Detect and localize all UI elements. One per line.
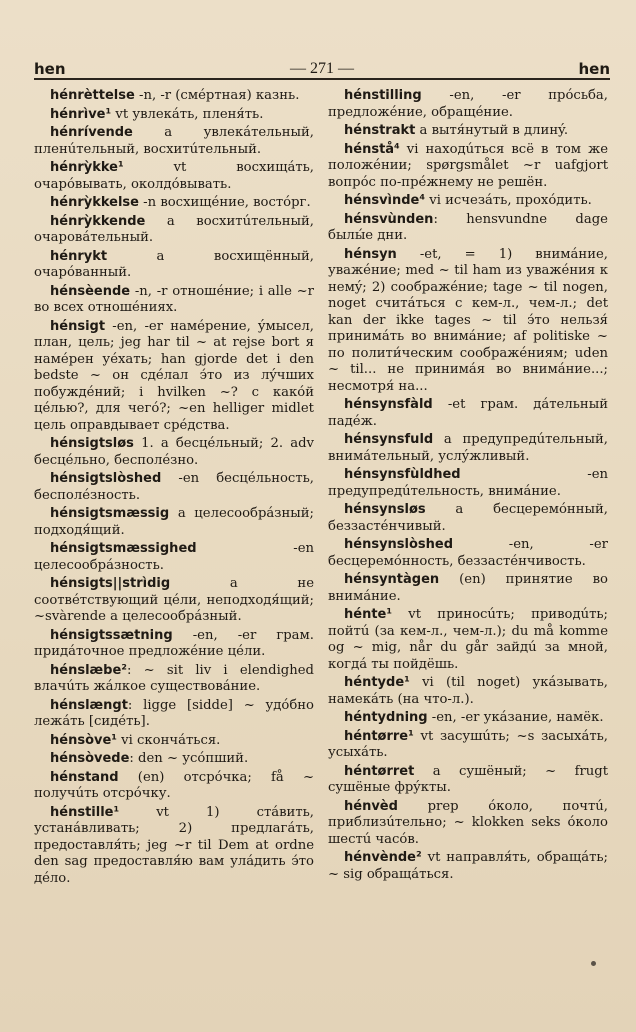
right-column: [328, 88, 608, 889]
entry-headword: hénsynsfàld: [344, 397, 433, 412]
entry-definition: vi находúться всё в том же положéнии; spørgsmålet ~r uafgjort вопрóс по-прéжнему не решён.: [328, 141, 608, 190]
entry-definition: -et грам. дáтельный падéж.: [328, 397, 608, 429]
dictionary-entry: [328, 607, 608, 673]
entry-headword: hénsvùnden: [344, 211, 434, 227]
entry-headword: hénsyntàgen: [344, 572, 440, 587]
dictionary-entry: [34, 698, 314, 731]
dictionary-entry: [328, 572, 608, 605]
entry-headword: hénstand: [50, 769, 119, 785]
dictionary-entry: [34, 506, 314, 539]
entry-definition: prep óколо, почтú, приблизúтельно; ~ klokken seks óколо шестú часóв.: [328, 798, 608, 847]
entry-definition: a не соотвéтствующий цéли, неподходя́щий; ~svàrende a целесообрáзный.: [34, 576, 314, 624]
entry-definition: (en) принятие во внимáние.: [328, 572, 608, 604]
entry-definition: a целесообрáзный; подходя́щий.: [34, 506, 314, 538]
entry-headword: hénsigts||strìdig: [50, 576, 171, 591]
dictionary-entry: [34, 805, 314, 888]
dictionary-entry: [34, 249, 314, 282]
entry-definition: -n, -r (смéртная) казнь.: [134, 88, 300, 103]
dictionary-entry: [34, 284, 314, 317]
entry-headword: hénsigtsmæssighed: [50, 541, 197, 556]
entry-headword: hénslæbe²: [50, 662, 127, 678]
dictionary-entry: [34, 663, 314, 696]
entry-headword: hénrykt: [50, 248, 108, 264]
entry-headword: hénvènde²: [344, 850, 422, 865]
dictionary-entry: [328, 729, 608, 762]
dictionary-entry: [328, 432, 608, 465]
entry-definition: -en, -er грам. придáточное предложéние цéли.: [34, 627, 314, 659]
entry-headword: hénrỳkkelse: [50, 195, 139, 210]
entry-definition: a восхитúтельный, очаровáтельный.: [34, 213, 314, 245]
entry-definition: vt направля́ть, обращáть; ~ sig обращáться.: [328, 850, 608, 882]
header-left-word: hen: [34, 60, 66, 78]
entry-definition: : ~ sit liv i elendighed влачúть жáлкое существовáние.: [34, 662, 314, 694]
dictionary-entry: [328, 502, 608, 535]
dictionary-entry: [34, 541, 314, 574]
entry-definition: -en предупредúтельность, внимáние.: [328, 467, 608, 499]
entry-headword: hénstille¹: [50, 804, 120, 820]
entry-headword: hénsynslòshed: [344, 537, 454, 552]
entry-headword: hénstå⁴: [344, 141, 400, 157]
entry-definition: a сушёный; ~ frugt сушёные фрýкты.: [328, 763, 608, 795]
dictionary-entry: [34, 628, 314, 661]
header-right-word: hen: [578, 60, 610, 78]
entry-definition: vt 1) стáвить, устанáвливать; 2) предлагáть, предоставля́ть; jeg ~r til Dem at ordne den sag предоставля́ю вам улáдить э́то дéло.: [34, 804, 314, 886]
entry-definition: vt приносúть; приводúть; пойтú (за кем-л., чем-л.); du må komme og ~ mig, når du går зайдú за мной, когдá ты пойдёшь.: [328, 607, 608, 672]
entry-headword: hénrỳkkende: [50, 213, 146, 229]
running-header: [34, 52, 610, 80]
entry-headword: héntydning: [344, 710, 428, 725]
entry-definition: -et, = 1) внимáние, уважéние; med ~ til ham из уважéния к немý; 2) соображéние; tage ~ til nogen, noget считáться с кем-л., чем-л.; det kan der ikke tages ~ til э́то нельзя́ принимáть во внимáние; af politiske ~ по полити́ческим соображéниям; uden ~ til... не принимáя во внимáние...; несмотря́ на...: [328, 246, 608, 394]
entry-headword: hénsvìnde⁴: [344, 193, 426, 208]
entry-definition: -n восхищéние, востóрг.: [138, 195, 311, 210]
entry-headword: hénsòve¹: [50, 732, 117, 748]
dictionary-entry: [34, 471, 314, 504]
left-column: [34, 88, 314, 889]
dictionary-entry: [328, 467, 608, 500]
dictionary-entry: [328, 123, 608, 140]
entry-definition: -en целесообрáзность.: [34, 541, 314, 573]
dictionary-entry: [328, 397, 608, 430]
dictionary-entry: [34, 160, 314, 193]
entry-headword: hénsigtslòshed: [50, 471, 162, 486]
entry-headword: héntørre¹: [344, 728, 414, 744]
entry-headword: hénrỳkke¹: [50, 160, 124, 175]
entry-definition: vi (til noget) укáзывать, намекáть (на что-л.).: [328, 675, 608, 707]
dictionary-entry: [328, 537, 608, 570]
dictionary-entry: [34, 576, 314, 626]
dictionary-entry: [34, 733, 314, 750]
entry-definition: 1. a бесцéльный; 2. adv бесцéльно, бесполéзно.: [34, 436, 314, 468]
entry-headword: héntørret: [344, 763, 415, 779]
entry-headword: hénte¹: [344, 607, 393, 622]
entry-headword: hénvèd: [344, 798, 398, 814]
entry-definition: : den ~ усóпший.: [129, 751, 249, 766]
entry-headword: hénsigtssætning: [50, 627, 173, 643]
entry-headword: hénsigtsløs: [50, 436, 134, 451]
entry-headword: hénstilling: [344, 88, 422, 103]
entry-headword: hénsòvede: [50, 751, 130, 766]
dictionary-entry: [328, 247, 608, 396]
dictionary-entry: [328, 193, 608, 210]
entry-definition: vi скончáться.: [116, 732, 221, 748]
entry-headword: hénsigtsmæssig: [50, 506, 170, 521]
dictionary-entry: [34, 751, 314, 768]
entry-headword: hénrívende: [50, 125, 133, 140]
entry-definition: (en) отсрóчка; få ~ получúть отсрóчку.: [34, 769, 314, 801]
entry-headword: hénsèende: [50, 283, 131, 299]
dictionary-entry: [328, 212, 608, 245]
entry-definition: a вытя́нутый в длинý.: [415, 123, 569, 138]
entry-headword: hénsigt: [50, 318, 106, 334]
dictionary-entry: [34, 319, 314, 435]
page-number: — 271 —: [290, 60, 354, 77]
dictionary-entry: [34, 436, 314, 469]
entry-headword: hénstrakt: [344, 123, 416, 138]
entry-definition: -en, -er бесцеремóнность, беззастéнчивость.: [328, 537, 608, 569]
entry-headword: héntyde¹: [344, 675, 410, 690]
entry-definition: -en, -er прóсьба, предложéние, обращéние.: [328, 88, 608, 120]
entry-definition: a увлекáтельный, пленúтельный, восхитúтельный.: [34, 125, 314, 157]
entry-definition: -en, -er укáзание, намёк.: [427, 710, 604, 725]
entry-headword: hénsyn: [344, 246, 397, 262]
entry-headword: hénsynsfùldhed: [344, 467, 461, 482]
entry-columns: [34, 88, 610, 889]
dictionary-entry: [328, 710, 608, 727]
entry-definition: vt засушúть; ~s засыхáть, усыхáть.: [328, 728, 608, 760]
dictionary-entry: [34, 107, 314, 124]
entry-definition: -en бесцéльность, бесполéзность.: [34, 471, 314, 503]
entry-definition: : ligge [sidde] ~ удóбно лежáть [сидéть].: [34, 697, 314, 729]
page-mark: [591, 961, 596, 966]
dictionary-entry: [34, 770, 314, 803]
entry-headword: hénrèttelse: [50, 88, 135, 103]
entry-headword: hénrìve¹: [50, 106, 112, 122]
dictionary-entry: [328, 88, 608, 121]
entry-definition: vt восхищáть, очарóвывать, околдóвывать.: [34, 160, 314, 192]
entry-definition: : hensvundne dage былы́е дни.: [328, 211, 608, 243]
entry-definition: a предупредúтельный, внимáтельный, услýжливый.: [328, 432, 608, 464]
entry-headword: hénsynsløs: [344, 502, 426, 517]
entry-headword: hénslængt: [50, 697, 128, 713]
dictionary-entry: [34, 88, 314, 105]
entry-definition: vi исчезáть, прохóдить.: [425, 193, 592, 208]
entry-definition: -n, -r отношéние; i alle ~r во всех отношéниях.: [34, 283, 314, 315]
dictionary-entry: [328, 850, 608, 883]
dictionary-entry: [328, 799, 608, 849]
dictionary-entry: [34, 125, 314, 158]
dictionary-entry: [328, 764, 608, 797]
dictionary-entry: [328, 675, 608, 708]
entry-definition: a восхищённый, очарóванный.: [34, 248, 314, 280]
dictionary-entry: [328, 142, 608, 192]
entry-headword: hénsynsfuld: [344, 432, 434, 447]
entry-definition: a бесцеремóнный, беззастéнчивый.: [328, 502, 608, 534]
entry-definition: vt увлекáть, пленя́ть.: [111, 106, 264, 122]
dictionary-entry: [34, 214, 314, 247]
dictionary-entry: [34, 195, 314, 212]
entry-definition: -en, -er намéрение, ýмысел, план, цель; jeg har til ~ at rejse bort я намéрен уéхать; han gjorde det i den bedste ~ он сдéлал э́то из лýчших побуждéний; i hvilken ~? с какóй цéлью?, для чегó?; ~en helliger midlet цель оправдывает срéдства.: [34, 318, 314, 433]
